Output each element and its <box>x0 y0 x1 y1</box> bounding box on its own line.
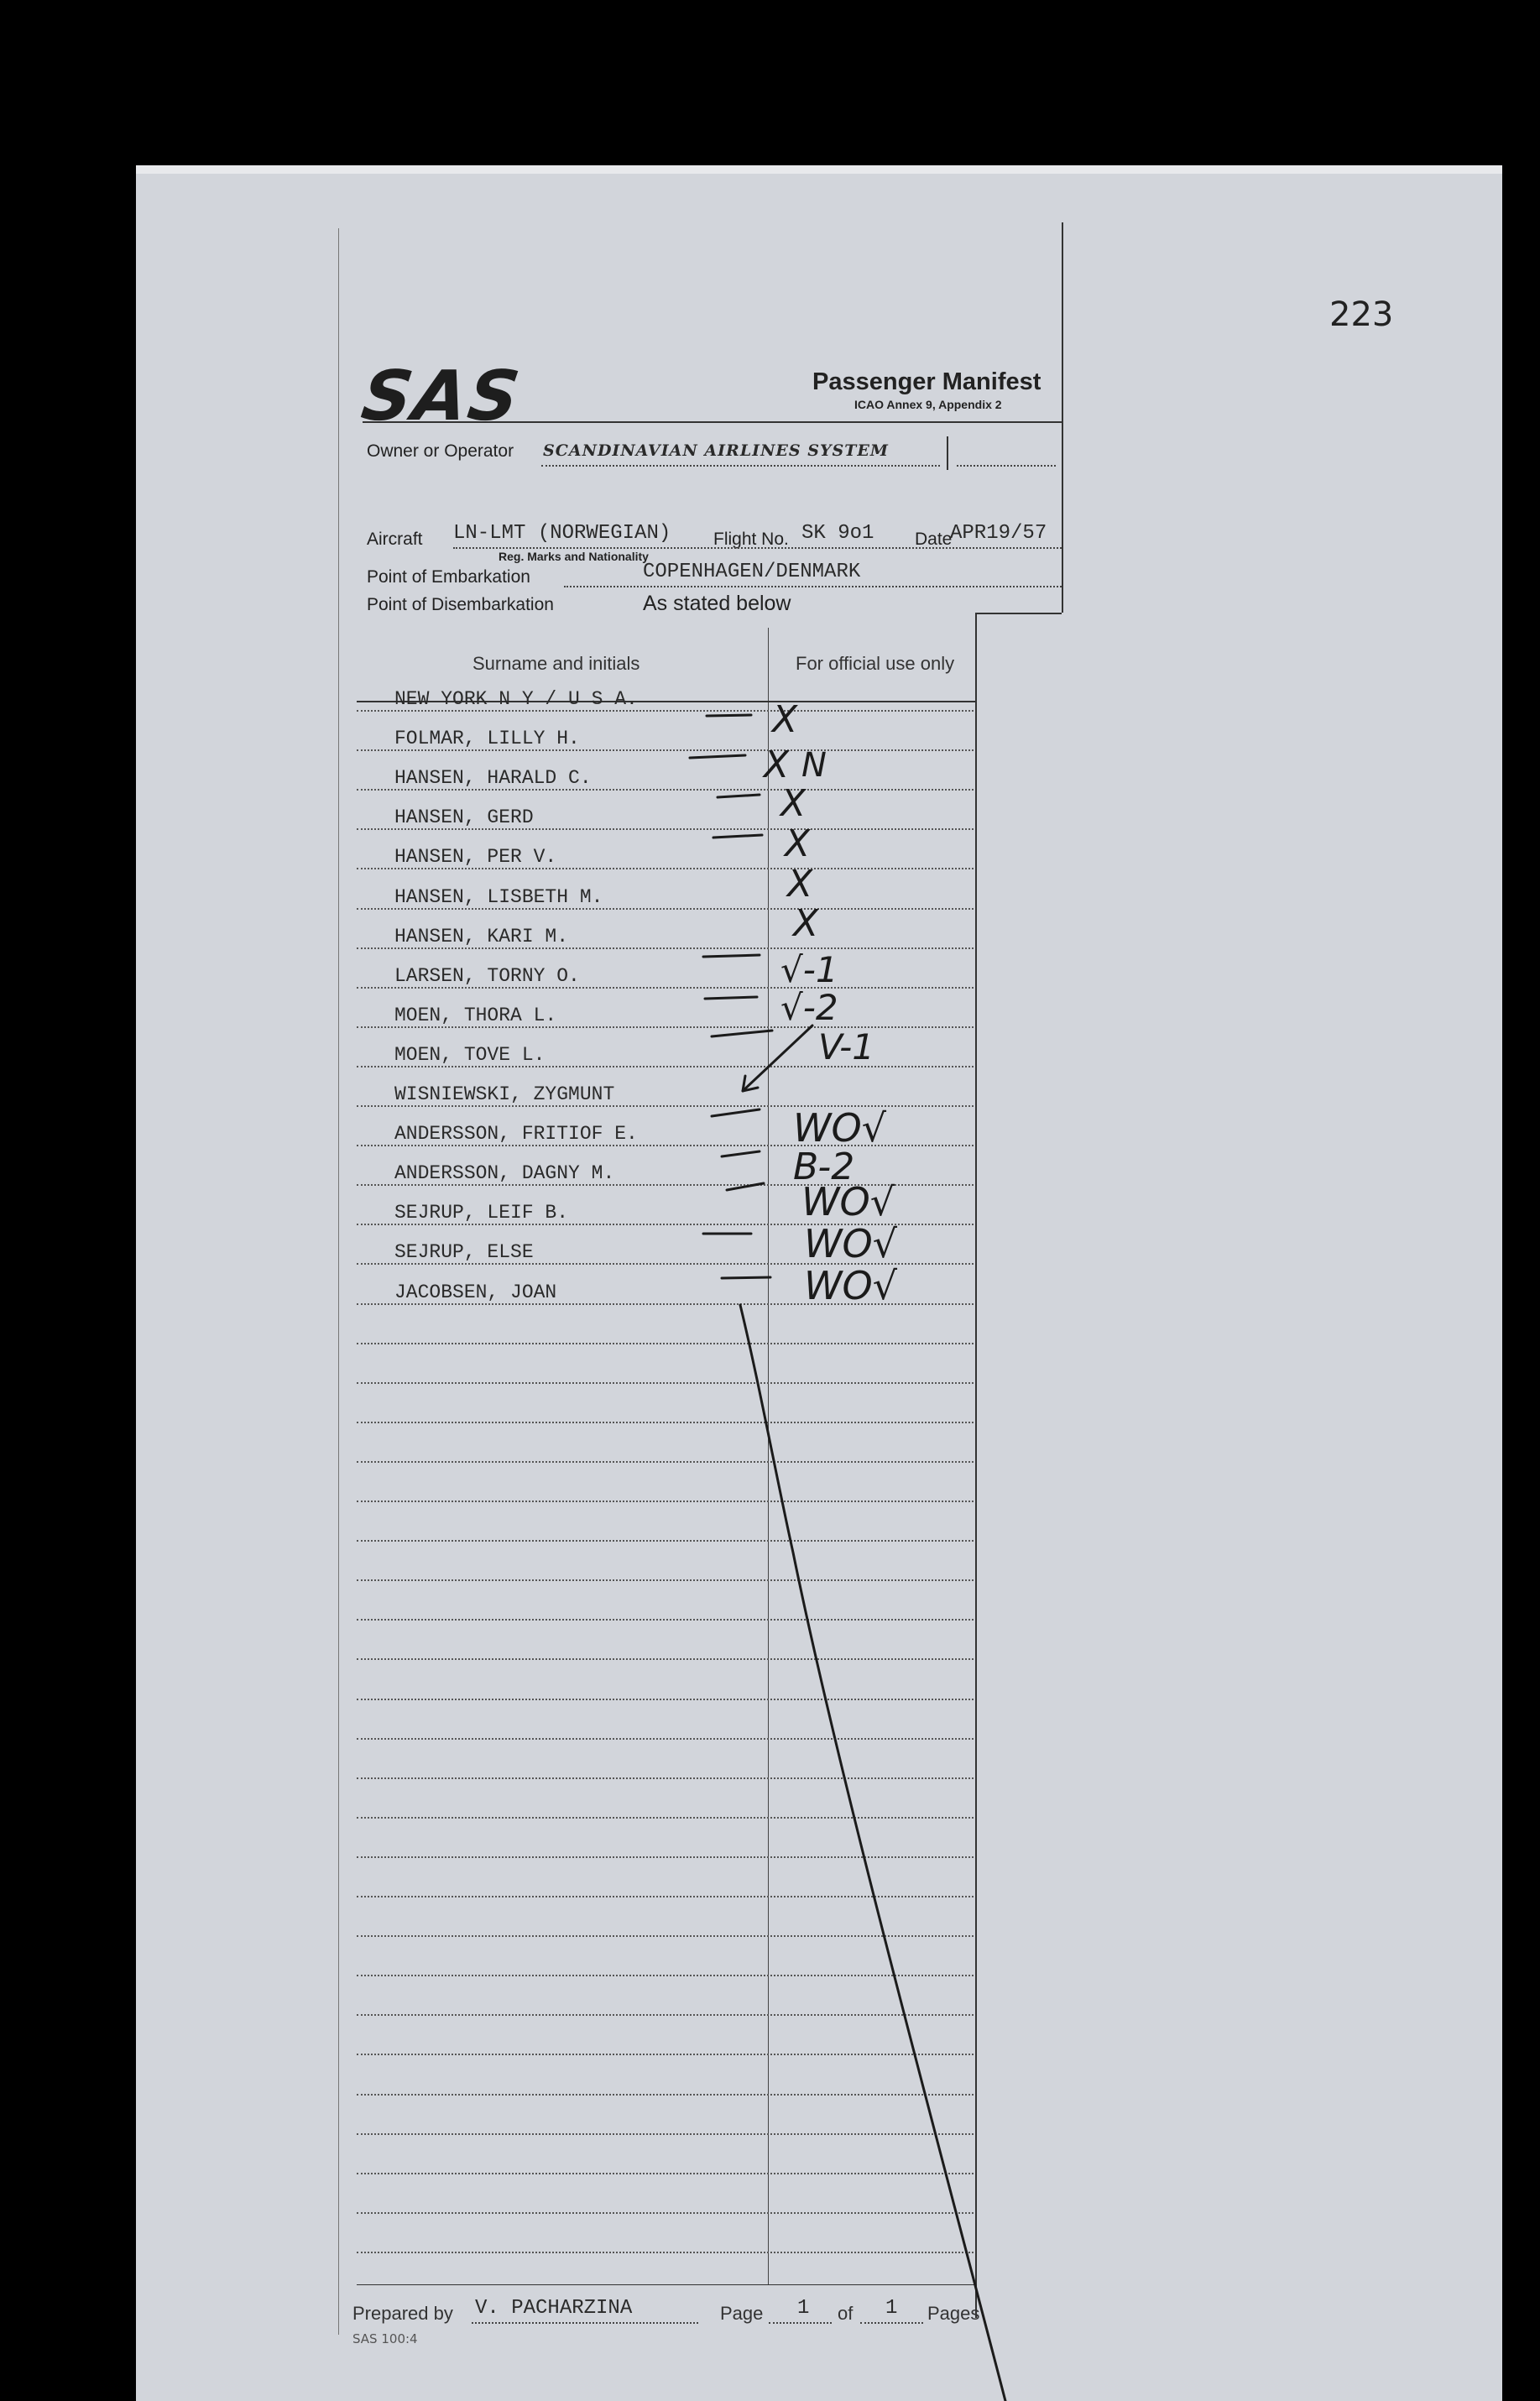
owner-label: Owner or Operator <box>367 441 514 461</box>
prepared-label: Prepared by <box>352 2303 453 2324</box>
form-title: Passenger Manifest <box>812 368 1041 395</box>
embark-label: Point of Embarkation <box>367 567 530 587</box>
mark-x: X <box>772 698 798 741</box>
mark-x: X <box>785 822 811 865</box>
disembark-label: Point of Disembarkation <box>367 595 554 614</box>
disembark-value: As stated below <box>643 592 791 615</box>
passenger-name: SEJRUP, LEIF B. <box>394 1202 569 1224</box>
of-label: of <box>838 2303 854 2324</box>
passenger-name: MOEN, TOVE L. <box>394 1043 546 1066</box>
dash-mark <box>712 1109 760 1116</box>
mark-b2: B-2 <box>793 1146 855 1188</box>
flight-label: Flight No. <box>713 530 789 549</box>
dash-mark <box>712 1031 772 1036</box>
dash-mark <box>727 1183 764 1190</box>
page-number: 223 <box>1329 295 1394 334</box>
dash-mark <box>707 715 751 716</box>
passenger-name: ANDERSSON, DAGNY M. <box>394 1162 615 1185</box>
aircraft-label: Aircraft <box>367 530 423 549</box>
mark-v1: V-1 <box>818 1026 874 1067</box>
mark-wo: WO√ <box>793 1105 887 1151</box>
arrow-line <box>743 1026 812 1091</box>
passenger-name: WISNIEWSKI, ZYGMUNT <box>394 1083 615 1105</box>
embark-value: COPENHAGEN/DENMARK <box>643 561 861 583</box>
mark-wo: WO√ <box>804 1263 898 1308</box>
passenger-name: HANSEN, GERD <box>394 806 534 829</box>
mark-n: N <box>801 746 827 785</box>
page-value: 1 <box>797 2297 810 2320</box>
dash-mark <box>703 955 760 957</box>
form-subtitle: ICAO Annex 9, Appendix 2 <box>854 398 1002 411</box>
dash-mark <box>690 755 745 758</box>
passenger-name: HANSEN, KARI M. <box>394 925 569 947</box>
dash-mark <box>713 835 762 838</box>
mark-x: X <box>787 863 813 906</box>
passenger-name: HANSEN, LISBETH M. <box>394 885 603 908</box>
dash-mark <box>705 997 757 999</box>
col-header-official: For official use only <box>796 653 955 674</box>
of-value: 1 <box>885 2297 898 2320</box>
reg-note: Reg. Marks and Nationality <box>499 550 649 563</box>
long-diagonal-line <box>740 1305 1005 2401</box>
destination-row: NEW YORK N Y / U S A. <box>394 688 638 710</box>
mark-check-2: √-2 <box>780 987 838 1028</box>
mark-wo: WO√ <box>801 1179 895 1224</box>
passenger-name: ANDERSSON, FRITIOF E. <box>394 1123 638 1146</box>
form-code: SAS 100:4 <box>352 2331 418 2346</box>
mark-x: X <box>780 782 807 825</box>
dash-mark <box>722 1151 760 1156</box>
date-value: APR19/57 <box>950 522 1047 545</box>
sas-logo: SAS <box>357 357 526 436</box>
prepared-value: V. PACHARZINA <box>475 2297 633 2320</box>
passenger-name: JACOBSEN, JOAN <box>394 1281 557 1303</box>
mark-wo: WO√ <box>804 1221 898 1266</box>
page-label: Page <box>720 2303 764 2324</box>
passenger-name: FOLMAR, LILLY H. <box>394 728 580 750</box>
aircraft-value: LN-LMT (NORWEGIAN) <box>453 522 671 545</box>
passenger-name: SEJRUP, ELSE <box>394 1241 534 1264</box>
dash-mark <box>722 1277 770 1278</box>
passenger-name: HANSEN, HARALD C. <box>394 767 592 790</box>
owner-value: SCANDINAVIAN AIRLINES SYSTEM <box>543 441 889 460</box>
flight-value: SK 9o1 <box>801 522 874 545</box>
mark-check-1: √-1 <box>780 949 838 990</box>
mark-x: X <box>764 744 790 786</box>
col-header-name: Surname and initials <box>472 653 640 674</box>
date-label: Date <box>915 530 953 549</box>
passenger-name: MOEN, THORA L. <box>394 1004 557 1026</box>
mark-x: X <box>793 902 819 945</box>
passenger-name: HANSEN, PER V. <box>394 846 557 869</box>
passenger-name: LARSEN, TORNY O. <box>394 964 580 987</box>
dash-mark <box>718 795 760 797</box>
pages-label: Pages <box>927 2303 980 2324</box>
